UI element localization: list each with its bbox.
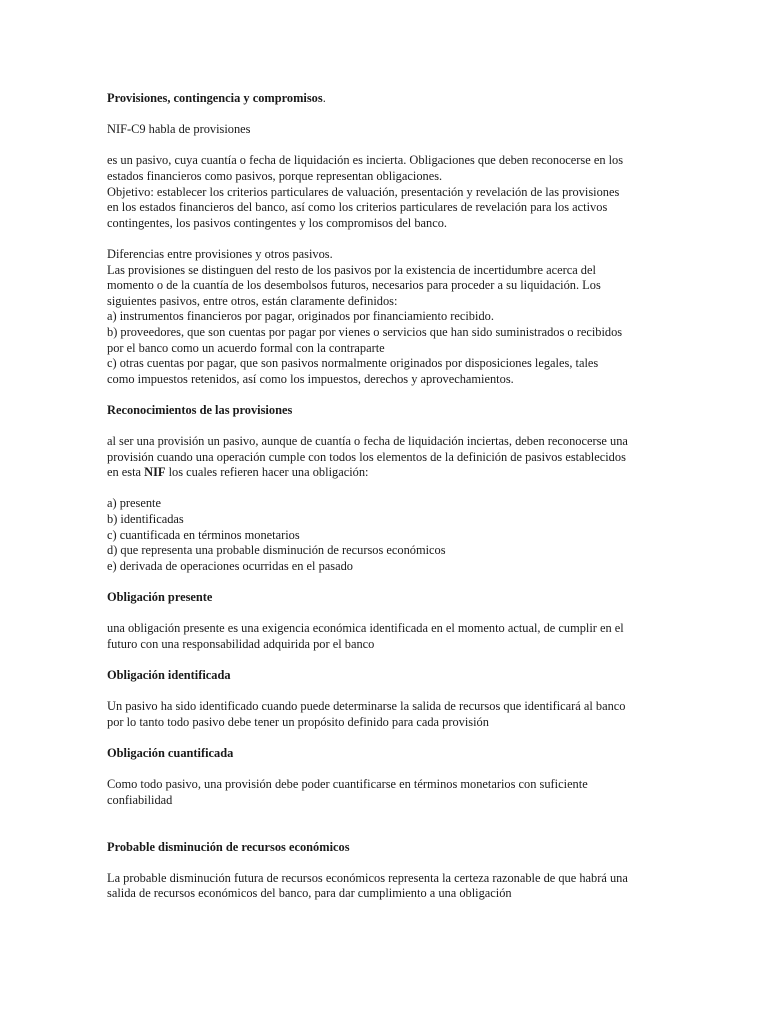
quantified-paragraph [107,777,665,808]
present-line: una obligación presente es una exigencia económica identificada en el momento actual, de cumplir en el [107,621,624,636]
recognition-line [107,465,665,481]
document-subtitle: NIF-C9 habla de provisiones [107,122,251,137]
identified-line: por lo tanto todo pasivo debe tener un propósito definido para cada provisión [107,714,489,729]
list-item: d) que representa una probable disminución de recursos económicos [107,543,446,558]
list-item: b) identificadas [107,512,184,527]
differences-item: como impuestos retenidos, así como los impuestos, derechos y aprovechamientos. [107,371,514,386]
recognition-line: al ser una provisión un pasivo, aunque de cuantía o fecha de liquidación inciertas, deben reconocerse una [107,434,628,449]
differences-item: b) proveedores, que son cuentas por pagar por vienes o servicios que han sido suministrados o recibidos [107,324,623,339]
differences-line: momento o de la cuantía de los desembolsos futuros, necesarios para proceder a su liquidación. Los [107,278,601,293]
nif-bold: NIF [144,465,166,480]
objective-line: contingentes, los pasivos contingentes y los compromisos del banco. [107,215,448,230]
present-heading: Obligación presente [107,590,213,604]
recognition-heading: Reconocimientos de las provisiones [107,402,293,417]
differences-item: c) otras cuentas por pagar, que son pasivos normalmente originados por disposiciones legales, tales [107,356,599,371]
objective-line: Objetivo: establecer los criterios particulares de valuación, presentación y revelación de las provisiones [107,184,620,199]
differences-paragraph [107,247,665,387]
decrease-line: salida de recursos económicos del banco, para dar cumplimiento a una obligación [107,886,512,901]
quantified-line: Como todo pasivo, una provisión debe poder cuantificarse en términos monetarios con suficiente [107,777,588,792]
decrease-paragraph [107,871,665,902]
decrease-heading: Probable disminución de recursos económicos [107,839,350,854]
identified-heading: Obligación identificada [107,667,231,682]
recognition-line-pre: en esta [107,465,145,480]
title-suffix: . [322,91,326,105]
present-paragraph [107,621,665,652]
quantified-line: confiabilidad [107,792,173,807]
present-line: futuro con una responsabilidad adquirida por el banco [107,636,375,651]
document-page [107,91,665,902]
decrease-line: La probable disminución futura de recursos económicos representa la certeza razonable de que habrá una [107,870,628,885]
differences-item: por el banco como un acuerdo formal con la contraparte [107,340,385,355]
identified-line: Un pasivo ha sido identificado cuando puede determinarse la salida de recursos que identificará al banco [107,699,626,714]
definition-line: es un pasivo, cuya cuantía o fecha de liquidación es incierta. Obligaciones que deben reconocerse en los [107,153,624,168]
list-item: e) derivada de operaciones ocurridas en el pasado [107,558,353,573]
identified-paragraph [107,699,665,730]
title-text: Provisiones, contingencia y compromisos [107,91,323,105]
list-item: c) cuantificada en términos monetarios [107,527,300,542]
definition-paragraph [107,153,665,231]
document-title [107,91,665,107]
recognition-paragraph [107,434,665,481]
differences-line: siguientes pasivos, entre otros, están claramente definidos: [107,293,398,308]
objective-line: en los estados financieros del banco, así como los criterios particulares de revelación para los activos [107,200,608,215]
list-item: a) presente [107,496,162,511]
differences-line: Las provisiones se distinguen del resto de los pasivos por la existencia de incertidumbre acerca del [107,262,596,277]
recognition-line: provisión cuando una operación cumple con todos los elementos de la definición de pasivos establecidos [107,449,626,464]
definition-line: estados financieros como pasivos, porque representan obligaciones. [107,168,443,183]
quantified-heading: Obligación cuantificada [107,745,234,760]
differences-line: Diferencias entre provisiones y otros pasivos. [107,246,333,261]
recognition-line-post: los cuales refieren hacer una obligación: [165,465,369,480]
recognition-list [107,496,665,574]
differences-item: a) instrumentos financieros por pagar, originados por financiamiento recibido. [107,309,494,324]
